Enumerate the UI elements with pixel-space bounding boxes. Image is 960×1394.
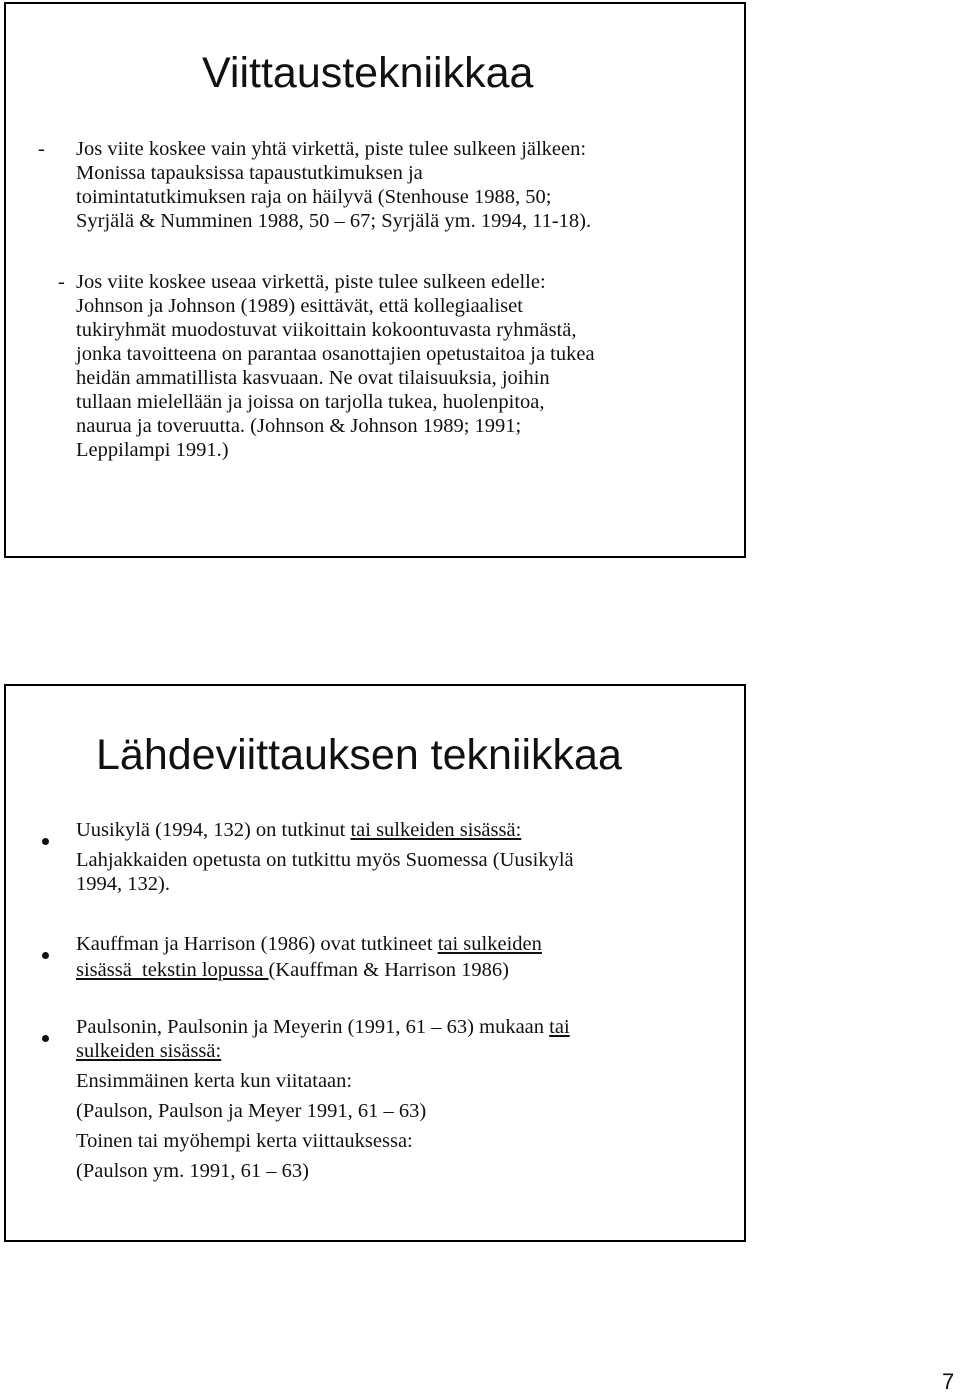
slide1-item1-line: Syrjälä & Numminen 1988, 50 – 67; Syrjälä ym. 1994, 11-18). bbox=[76, 210, 592, 232]
dash-marker: - bbox=[58, 271, 65, 293]
text-underlined: tai sulkeiden sisässä: bbox=[350, 819, 522, 841]
text-underlined: tai bbox=[549, 1016, 570, 1038]
slide1-item2-line: jonka tavoitteena on parantaa osanottajien opetustaitoa ja tukea bbox=[76, 343, 595, 365]
text-plain: Paulsonin, Paulsonin ja Meyerin (1991, 61 – 63) mukaan bbox=[76, 1016, 550, 1038]
slide1-title: Viittaustekniikkaa bbox=[202, 49, 534, 97]
slide1-item2-line: heidän ammatillista kasvuaan. Ne ovat tilaisuuksia, joihin bbox=[76, 367, 550, 389]
bullet-dot-icon bbox=[42, 838, 49, 845]
slide2-bullet1-line3: 1994, 132). bbox=[76, 873, 170, 895]
slide2-bullet3-line2 bbox=[76, 1039, 570, 1063]
text-underlined: sisässä tekstin lopussa bbox=[76, 959, 269, 981]
slide1-item2-line: Johnson ja Johnson (1989) esittävät, että kollegiaaliset bbox=[76, 295, 523, 317]
slide2-bullet1-line1 bbox=[76, 818, 574, 842]
slide2-bullet3-line3: Ensimmäinen kerta kun viitataan: bbox=[76, 1070, 353, 1092]
text-underlined: sulkeiden sisässä: bbox=[76, 1040, 222, 1062]
slide1-item2-line: tullaan mielellään ja joissa on tarjolla tukea, huolenpitoa, bbox=[76, 391, 545, 413]
slide2-bullet1-line2: Lahjakkaiden opetusta on tutkittu myös Suomessa (Uusikylä bbox=[76, 849, 574, 871]
slide1-item2-line: tukiryhmät muodostuvat viikoittain kokoontuvasta ryhmästä, bbox=[76, 319, 577, 341]
slide2-bullet3-line5: Toinen tai myöhempi kerta viittauksessa: bbox=[76, 1130, 413, 1152]
dash-marker: - bbox=[38, 138, 45, 160]
slide1-item2-line: naurua ja toveruutta. (Johnson & Johnson 1989; 1991; bbox=[76, 415, 522, 437]
slide1-item2-line: Jos viite koskee useaa virkettä, piste tulee sulkeen edelle: bbox=[76, 271, 546, 293]
slide2-title: Lähdeviittauksen tekniikkaa bbox=[96, 731, 622, 779]
text-plain: (Kauffman & Harrison 1986) bbox=[268, 959, 509, 981]
slide2-bullet3-line4: (Paulson, Paulson ja Meyer 1991, 61 – 63) bbox=[76, 1100, 427, 1122]
slide2-bullet2-line2 bbox=[76, 958, 542, 982]
slide2-bullet3-line1 bbox=[76, 1015, 570, 1039]
slide2-bullet3-line6: (Paulson ym. 1991, 61 – 63) bbox=[76, 1160, 309, 1182]
slide1-item1-line: Jos viite koskee vain yhtä virkettä, piste tulee sulkeen jälkeen: bbox=[76, 138, 587, 160]
bullet-dot-icon bbox=[42, 952, 49, 959]
text-underlined: tai sulkeiden bbox=[437, 933, 542, 955]
page-number: 7 bbox=[942, 1369, 955, 1394]
slide1-item2-line: Leppilampi 1991.) bbox=[76, 439, 229, 461]
slide1-item1-line: toimintatutkimuksen raja on häilyvä (Stenhouse 1988, 50; bbox=[76, 186, 552, 208]
text-plain: Kauffman ja Harrison (1986) ovat tutkineet bbox=[76, 933, 438, 955]
bullet-dot-icon bbox=[42, 1035, 49, 1042]
slide2-bullet2-line1 bbox=[76, 932, 542, 956]
text-plain: Uusikylä (1994, 132) on tutkinut bbox=[76, 819, 351, 841]
slide1-item1-line: Monissa tapauksissa tapaustutkimuksen ja bbox=[76, 162, 423, 184]
